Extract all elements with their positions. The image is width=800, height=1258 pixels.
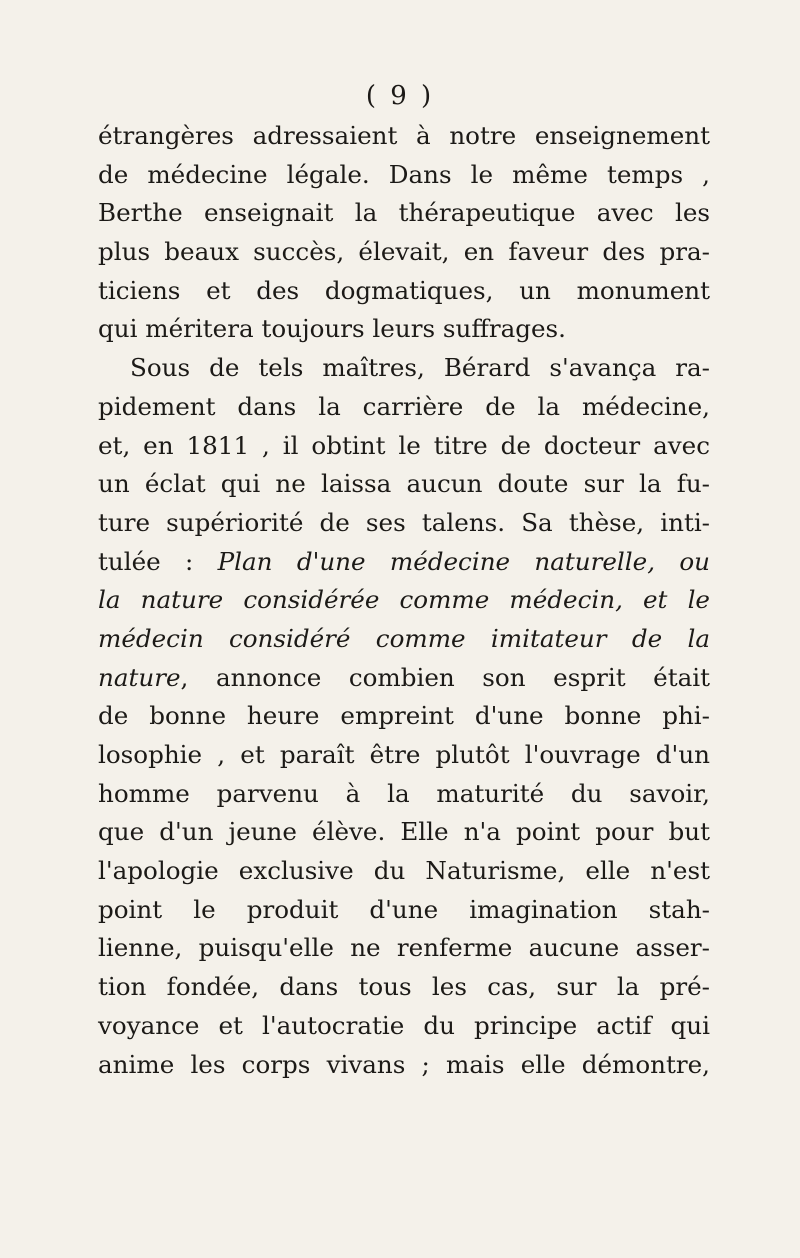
text-line: qui méritera toujours leurs suffrages. xyxy=(98,314,566,344)
text-line: homme parvenu à la maturité du savoir, xyxy=(98,778,710,808)
thesis-title-part: nature xyxy=(98,662,181,692)
text-line: plus beaux succès, élevait, en faveur des pra- xyxy=(98,237,710,267)
text-line: tion fondée, dans tous les cas, sur la pré- xyxy=(98,972,710,1002)
text-line: étrangères adressaient à notre enseignement xyxy=(98,121,710,150)
text-line-mixed xyxy=(98,543,710,582)
text-line: voyance et l'autocratie du principe actif qui xyxy=(98,1010,710,1040)
text-line: point le produit d'une imagination stah- xyxy=(98,894,710,924)
text-line-italic xyxy=(98,581,710,620)
text-line: pidement dans la carrière de la médecine, xyxy=(98,391,710,421)
text-line: anime les corps vivans ; mais elle démontre, xyxy=(98,1049,710,1079)
text-line: l'apologie exclusive du Naturisme, elle n'est xyxy=(98,856,710,886)
text-line: de médecine légale. Dans le même temps , xyxy=(98,159,710,189)
thesis-title-part: médecin considéré comme imitateur de la xyxy=(98,623,710,653)
text-line: losophie , et paraît être plutôt l'ouvrage d'un xyxy=(98,740,710,769)
text-line-mixed xyxy=(98,659,710,698)
text-segment: tulée : xyxy=(98,546,218,576)
text-line: Berthe enseignait la thérapeutique avec les xyxy=(98,198,710,228)
page-number: ( 9 ) xyxy=(365,81,435,111)
thesis-title-part: Plan d'une médecine naturelle, ou xyxy=(217,546,710,576)
text-line: lienne, puisqu'elle ne renferme aucune asser- xyxy=(98,933,710,963)
body-text xyxy=(98,117,710,1084)
text-line: que d'un jeune élève. Elle n'a point pour but xyxy=(98,817,710,847)
text-line: de bonne heure empreint d'une bonne phi- xyxy=(98,701,710,731)
text-line: un éclat qui ne laissa aucun doute sur la fu- xyxy=(98,469,710,499)
text-line: Sous de tels maîtres, Bérard s'avança ra- xyxy=(130,353,710,383)
text-line: ture supériorité de ses talens. Sa thèse, inti- xyxy=(98,507,710,537)
text-line: ticiens et des dogmatiques, un monument xyxy=(98,275,710,305)
text-line: et, en 1811 , il obtint le titre de docteur avec xyxy=(98,430,710,460)
text-line-italic xyxy=(98,620,710,659)
thesis-title-part: la nature considérée comme médecin, et le xyxy=(98,585,710,615)
text-segment: , annonce combien son esprit était xyxy=(180,662,710,692)
